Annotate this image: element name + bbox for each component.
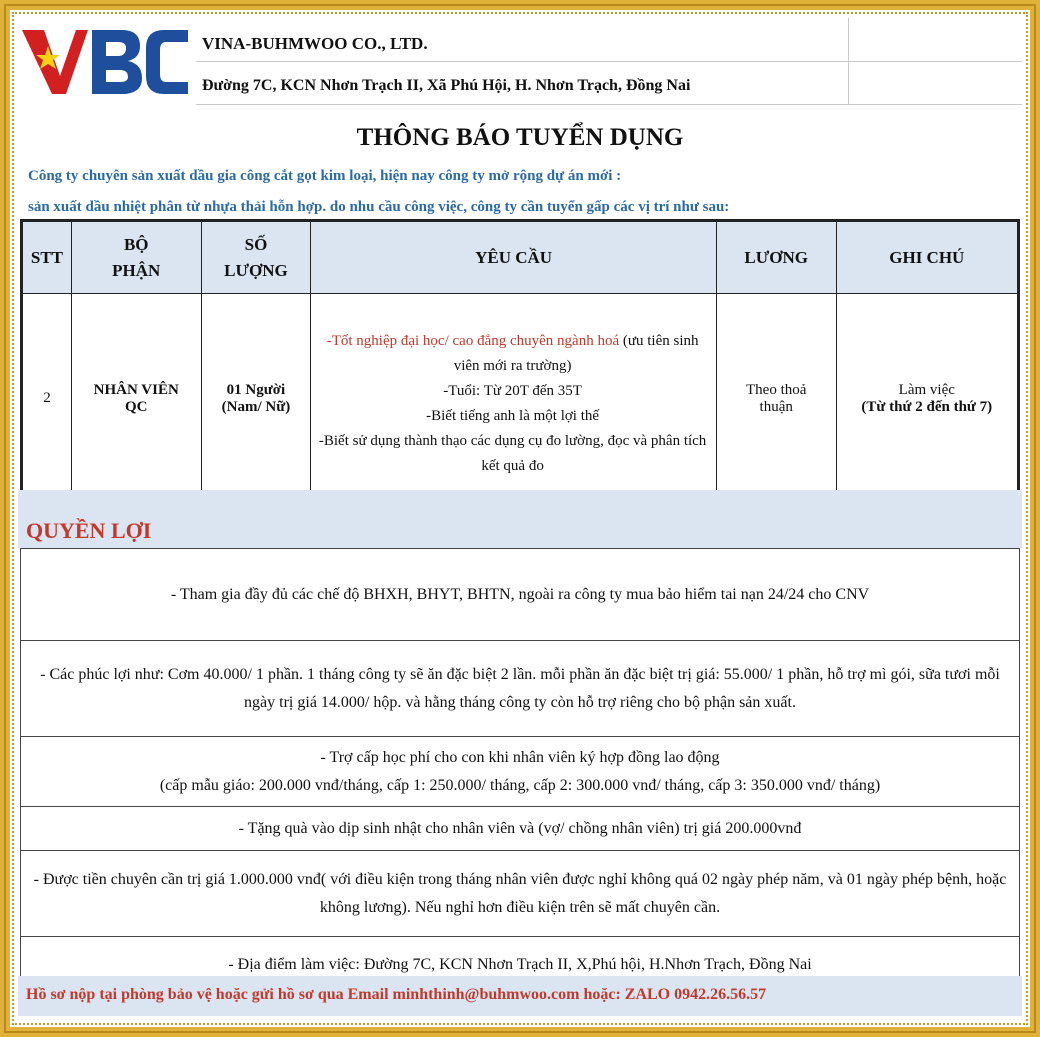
benefit-item — [21, 737, 1019, 807]
requirement-1 — [317, 329, 707, 379]
cell-so-luong — [201, 294, 311, 505]
cell-luong-line1: Theo thoả — [746, 381, 807, 398]
benefit-item: - Tham gia đầy đủ các chế độ BHXH, BHYT, BHTN, ngoài ra công ty mua bảo hiểm tai nạn 24/24 cho CNV — [21, 549, 1019, 641]
benefits-title: QUYỀN LỢI — [26, 518, 152, 543]
header-so-luong-line2: LƯỢNG — [224, 260, 288, 280]
cell-bo-phan — [71, 294, 201, 505]
header-luong: LƯƠNG — [716, 221, 836, 294]
company-logo — [22, 24, 190, 96]
header — [18, 18, 1022, 104]
company-name: VINA-BUHMWOO CO., LTD. — [202, 34, 428, 53]
benefits-list — [20, 548, 1020, 994]
header-stt: STT — [22, 221, 72, 294]
grid-line — [196, 104, 1022, 105]
benefit-item-line: - Trợ cấp học phí cho con khi nhân viên ký hợp đồng lao động — [320, 748, 720, 766]
benefit-item: - Địa điểm làm việc: Đường 7C, KCN Nhơn Trạch II, X,Phú hội, H.Nhơn Trạch, Đồng Nai — [228, 956, 812, 973]
cell-bo-phan-line2: QC — [124, 398, 148, 415]
header-bo-phan-line1: BỘ — [123, 234, 149, 254]
grid-line — [848, 18, 849, 104]
header-ghi-chu: GHI CHÚ — [836, 221, 1018, 294]
cell-stt: 2 — [22, 294, 72, 505]
intro-line-1: Công ty chuyên sản xuất dầu gia công cắt gọt kim loại, hiện nay công ty mở rộng dự án mới : — [28, 168, 622, 184]
header-so-luong-line1: SỐ — [244, 234, 268, 254]
cell-ghi-chu-line1: Làm việc — [898, 381, 955, 398]
requirement-1-highlight: -Tốt nghiệp đại học/ cao đẳng chuyên ngành hoá — [326, 332, 620, 349]
benefit-item: - Tặng quà vào dịp sinh nhật cho nhân viên và (vợ/ chồng nhân viên) trị giá 200.000vnđ — [21, 807, 1019, 851]
header-yeu-cau: YÊU CẦU — [311, 221, 716, 294]
benefit-item: - Được tiền chuyên cần trị giá 1.000.000 vnđ( với điều kiện trong tháng nhân viên được nghỉ không quá 02 ngày phép năm, và 01 ngày phép bệnh, hoặc không lương). Nếu nghỉ hơn điều kiện trên sẽ mất chuyên cần. — [21, 851, 1019, 937]
cell-luong — [716, 294, 836, 505]
table-row — [22, 294, 1019, 505]
requirement-3: -Biết tiếng anh là một lợi thế — [426, 407, 600, 424]
requirement-4: -Biết sử dụng thành thạo các dụng cụ đo lường, đọc và phân tích kết quả đo — [318, 432, 707, 474]
benefits-band — [18, 490, 1022, 548]
benefit-item-line: (cấp mẫu giáo: 200.000 vnđ/tháng, cấp 1: 250.000/ tháng, cấp 2: 300.000 vnđ/ tháng, cấp 3: 350.000 vnđ/ tháng) — [159, 776, 881, 794]
cell-bo-phan-line1: NHÂN VIÊN — [93, 381, 179, 398]
footer-contact: Hồ sơ nộp tại phòng bảo vệ hoặc gửi hồ sơ qua Email minhthinh@buhmwoo.com hoặc: ZALO 0942.26.56.57 — [26, 986, 767, 1003]
header-so-luong — [201, 221, 311, 294]
cell-so-luong-line2: (Nam/ Nữ) — [221, 398, 291, 415]
requirement-2: -Tuổi: Từ 20T đến 35T — [443, 382, 582, 399]
requirement-1-rest: (ưu tiên sinh viên mới ra trường) — [453, 332, 699, 374]
benefit-item: - Các phúc lợi như: Cơm 40.000/ 1 phần. 1 tháng công ty sẽ ăn đặc biệt 2 lần. mỗi phần ăn đặc biệt trị giá: 55.000/ 1 phần, hỗ trợ mì gói, sữa tươi mỗi ngày trị giá 14.000/ hộp. và hằng tháng công ty còn hỗ trợ riêng cho bộ phận sản xuất. — [21, 641, 1019, 737]
cell-ghi-chu — [836, 294, 1018, 505]
footer — [18, 976, 1022, 1016]
job-table — [20, 219, 1020, 506]
notice-title: THÔNG BÁO TUYỂN DỤNG — [356, 124, 684, 151]
poster — [18, 18, 1022, 1019]
cell-yeu-cau — [311, 294, 716, 505]
company-address: Đường 7C, KCN Nhơn Trạch II, Xã Phú Hội, H. Nhơn Trạch, Đồng Nai — [202, 77, 691, 94]
header-bo-phan-line2: PHẬN — [112, 260, 161, 280]
cell-ghi-chu-line2: (Từ thứ 2 đến thứ 7) — [861, 398, 993, 415]
header-bo-phan — [71, 221, 201, 294]
cell-so-luong-line1: 01 Người — [226, 381, 286, 398]
grid-line — [196, 61, 1022, 62]
cell-luong-line2: thuận — [759, 398, 793, 415]
intro-line-2: sản xuất dầu nhiệt phân từ nhựa thải hỗn hợp. do nhu cầu công việc, công ty cần tuyển gấp các vị trí như sau: — [28, 199, 730, 215]
table-header-row — [22, 221, 1019, 294]
